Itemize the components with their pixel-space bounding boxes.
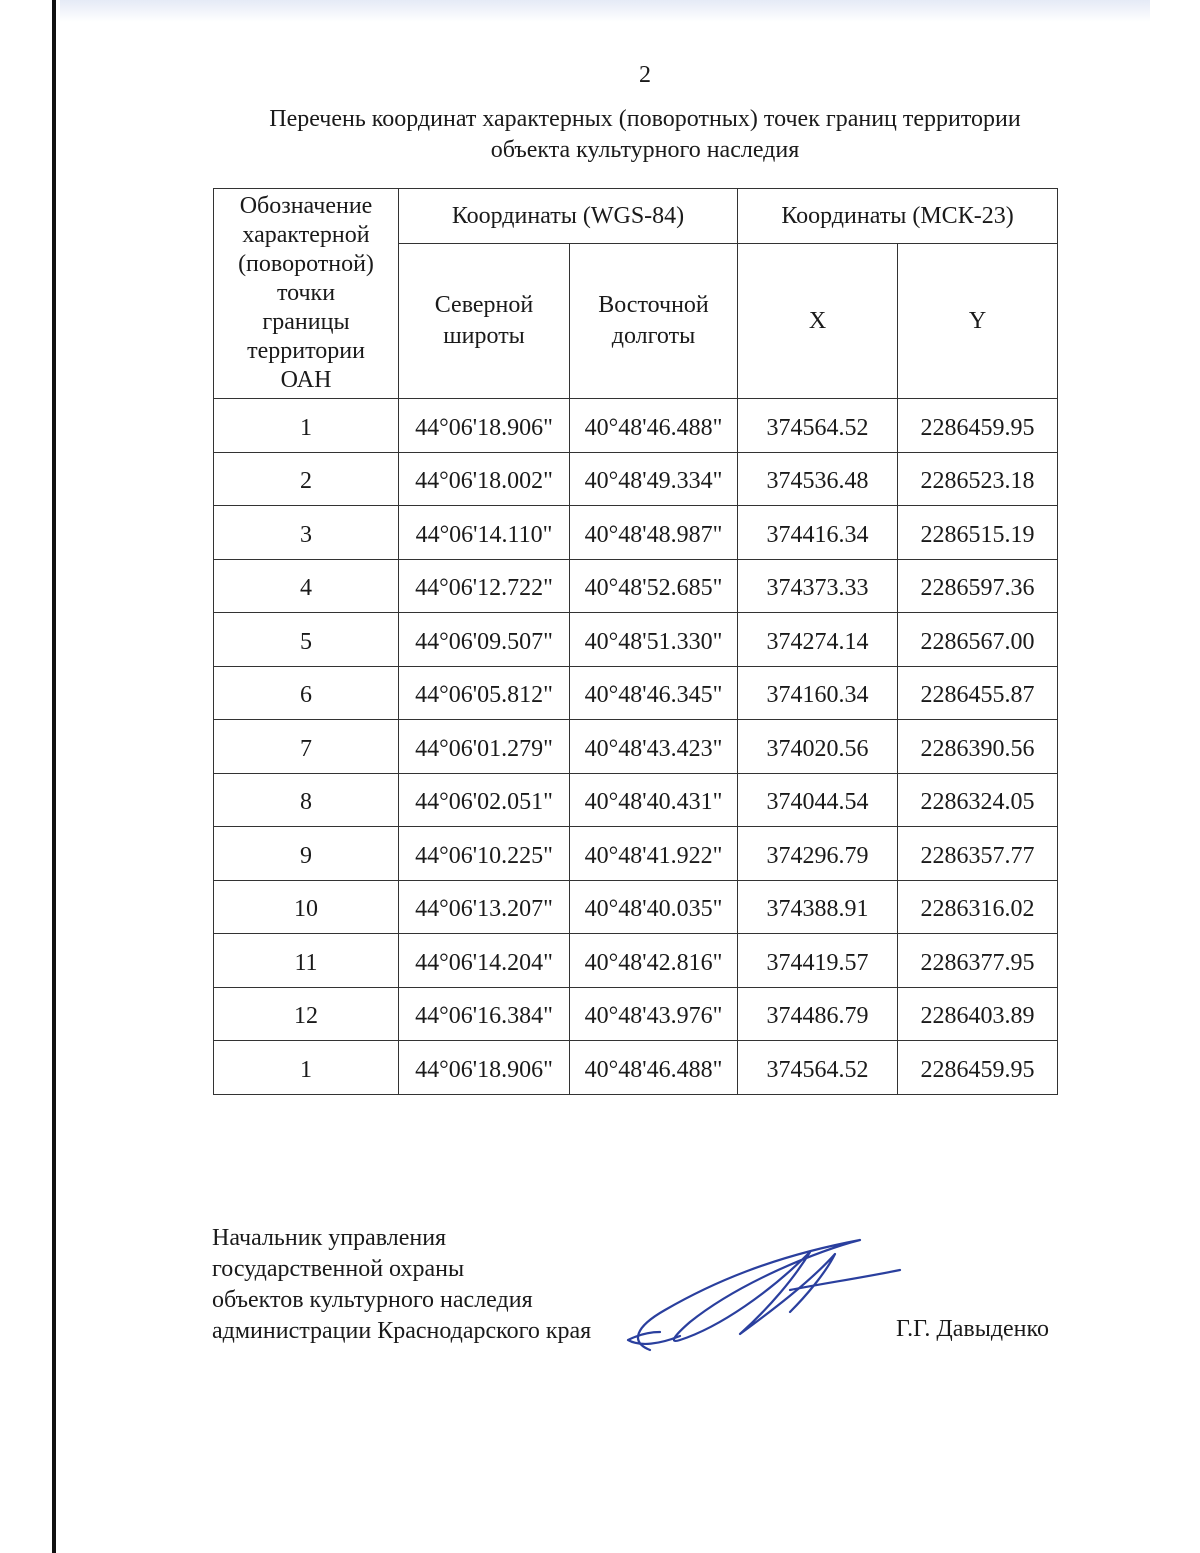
cell-east: 40°48'46.488" [570,1041,738,1095]
cell-x: 374044.54 [738,773,898,827]
table-row [214,987,1058,1041]
cell-north: 44°06'18.906" [399,399,570,453]
cell-y: 2286459.95 [898,1041,1058,1095]
cell-point: 5 [214,613,399,667]
cell-north: 44°06'12.722" [399,559,570,613]
cell-x: 374160.34 [738,666,898,720]
cell-north: 44°06'09.507" [399,613,570,667]
cell-x: 374388.91 [738,880,898,934]
table-row [214,506,1058,560]
header-wgs84: Координаты (WGS-84) [399,189,738,244]
cell-x: 374564.52 [738,399,898,453]
cell-north: 44°06'14.110" [399,506,570,560]
cell-north: 44°06'14.204" [399,934,570,988]
cell-y: 2286459.95 [898,399,1058,453]
cell-east: 40°48'40.035" [570,880,738,934]
cell-north: 44°06'18.002" [399,452,570,506]
scan-top-smudge [60,0,1150,22]
cell-point: 10 [214,880,399,934]
cell-north: 44°06'05.812" [399,666,570,720]
cell-east: 40°48'52.685" [570,559,738,613]
cell-east: 40°48'43.423" [570,720,738,774]
cell-east: 40°48'41.922" [570,827,738,881]
signatory-position [212,1223,591,1347]
handwritten-signature [620,1232,910,1357]
cell-y: 2286403.89 [898,987,1058,1041]
cell-x: 374536.48 [738,452,898,506]
cell-x: 374419.57 [738,934,898,988]
cell-y: 2286523.18 [898,452,1058,506]
cell-y: 2286455.87 [898,666,1058,720]
cell-north: 44°06'02.051" [399,773,570,827]
table-row [214,559,1058,613]
header-msk23: Координаты (МСК-23) [738,189,1058,244]
signatory-name: Г.Г. Давыденко [896,1316,1049,1342]
header-north-line-2: широты [443,323,525,349]
header-east-line-2: долготы [611,323,696,349]
position-line: Начальник управления [212,1225,447,1251]
cell-east: 40°48'46.488" [570,399,738,453]
header-point-line: Обозначение [239,193,373,219]
cell-east: 40°48'43.976" [570,987,738,1041]
table-row [214,399,1058,453]
cell-x: 374373.33 [738,559,898,613]
page-number: 2 [639,62,651,88]
header-east-longitude [570,244,738,399]
cell-point: 6 [214,666,399,720]
header-x: X [738,244,898,399]
cell-point: 1 [214,1041,399,1095]
header-east-line-1: Восточной [598,292,709,318]
header-point-line: границы [262,309,350,335]
cell-y: 2286515.19 [898,506,1058,560]
cell-east: 40°48'40.431" [570,773,738,827]
scan-left-edge [52,0,56,1553]
cell-x: 374296.79 [738,827,898,881]
cell-east: 40°48'51.330" [570,613,738,667]
cell-point: 7 [214,720,399,774]
header-north-line-1: Северной [434,292,534,318]
cell-east: 40°48'46.345" [570,666,738,720]
table-row [214,1041,1058,1095]
position-line: объектов культурного наследия [212,1287,533,1313]
cell-point: 9 [214,827,399,881]
position-line: администрации Краснодарского края [212,1318,592,1344]
cell-x: 374274.14 [738,613,898,667]
header-point-line: территории [247,338,365,364]
cell-point: 8 [214,773,399,827]
table-row [214,827,1058,881]
table-row [214,452,1058,506]
cell-x: 374020.56 [738,720,898,774]
cell-point: 4 [214,559,399,613]
table-row [214,773,1058,827]
cell-point: 11 [214,934,399,988]
cell-y: 2286390.56 [898,720,1058,774]
cell-point: 12 [214,987,399,1041]
cell-y: 2286357.77 [898,827,1058,881]
cell-north: 44°06'10.225" [399,827,570,881]
cell-y: 2286316.02 [898,880,1058,934]
cell-east: 40°48'49.334" [570,452,738,506]
header-point-line: точки [276,280,336,306]
position-line: государственной охраны [212,1256,465,1282]
cell-x: 374564.52 [738,1041,898,1095]
cell-y: 2286597.36 [898,559,1058,613]
cell-y: 2286377.95 [898,934,1058,988]
title-line-1: Перечень координат характерных (поворотных) точек границ территории [269,106,1021,132]
coordinates-table [213,188,1058,1095]
header-north-latitude [399,244,570,399]
table-row [214,934,1058,988]
header-point-line: ОАН [280,367,332,393]
cell-north: 44°06'01.279" [399,720,570,774]
cell-y: 2286324.05 [898,773,1058,827]
table-row [214,880,1058,934]
header-point-designation [214,189,399,399]
header-point-line: (поворотной) [238,251,374,277]
cell-point: 2 [214,452,399,506]
table-row [214,666,1058,720]
table-row [214,613,1058,667]
cell-east: 40°48'48.987" [570,506,738,560]
cell-north: 44°06'16.384" [399,987,570,1041]
cell-x: 374416.34 [738,506,898,560]
cell-north: 44°06'18.906" [399,1041,570,1095]
cell-y: 2286567.00 [898,613,1058,667]
cell-point: 3 [214,506,399,560]
cell-point: 1 [214,399,399,453]
table-row [214,720,1058,774]
document-title [225,104,1065,166]
header-point-line: характерной [242,222,370,248]
header-y: Y [898,244,1058,399]
cell-north: 44°06'13.207" [399,880,570,934]
title-line-2: объекта культурного наследия [490,137,800,163]
cell-east: 40°48'42.816" [570,934,738,988]
cell-x: 374486.79 [738,987,898,1041]
